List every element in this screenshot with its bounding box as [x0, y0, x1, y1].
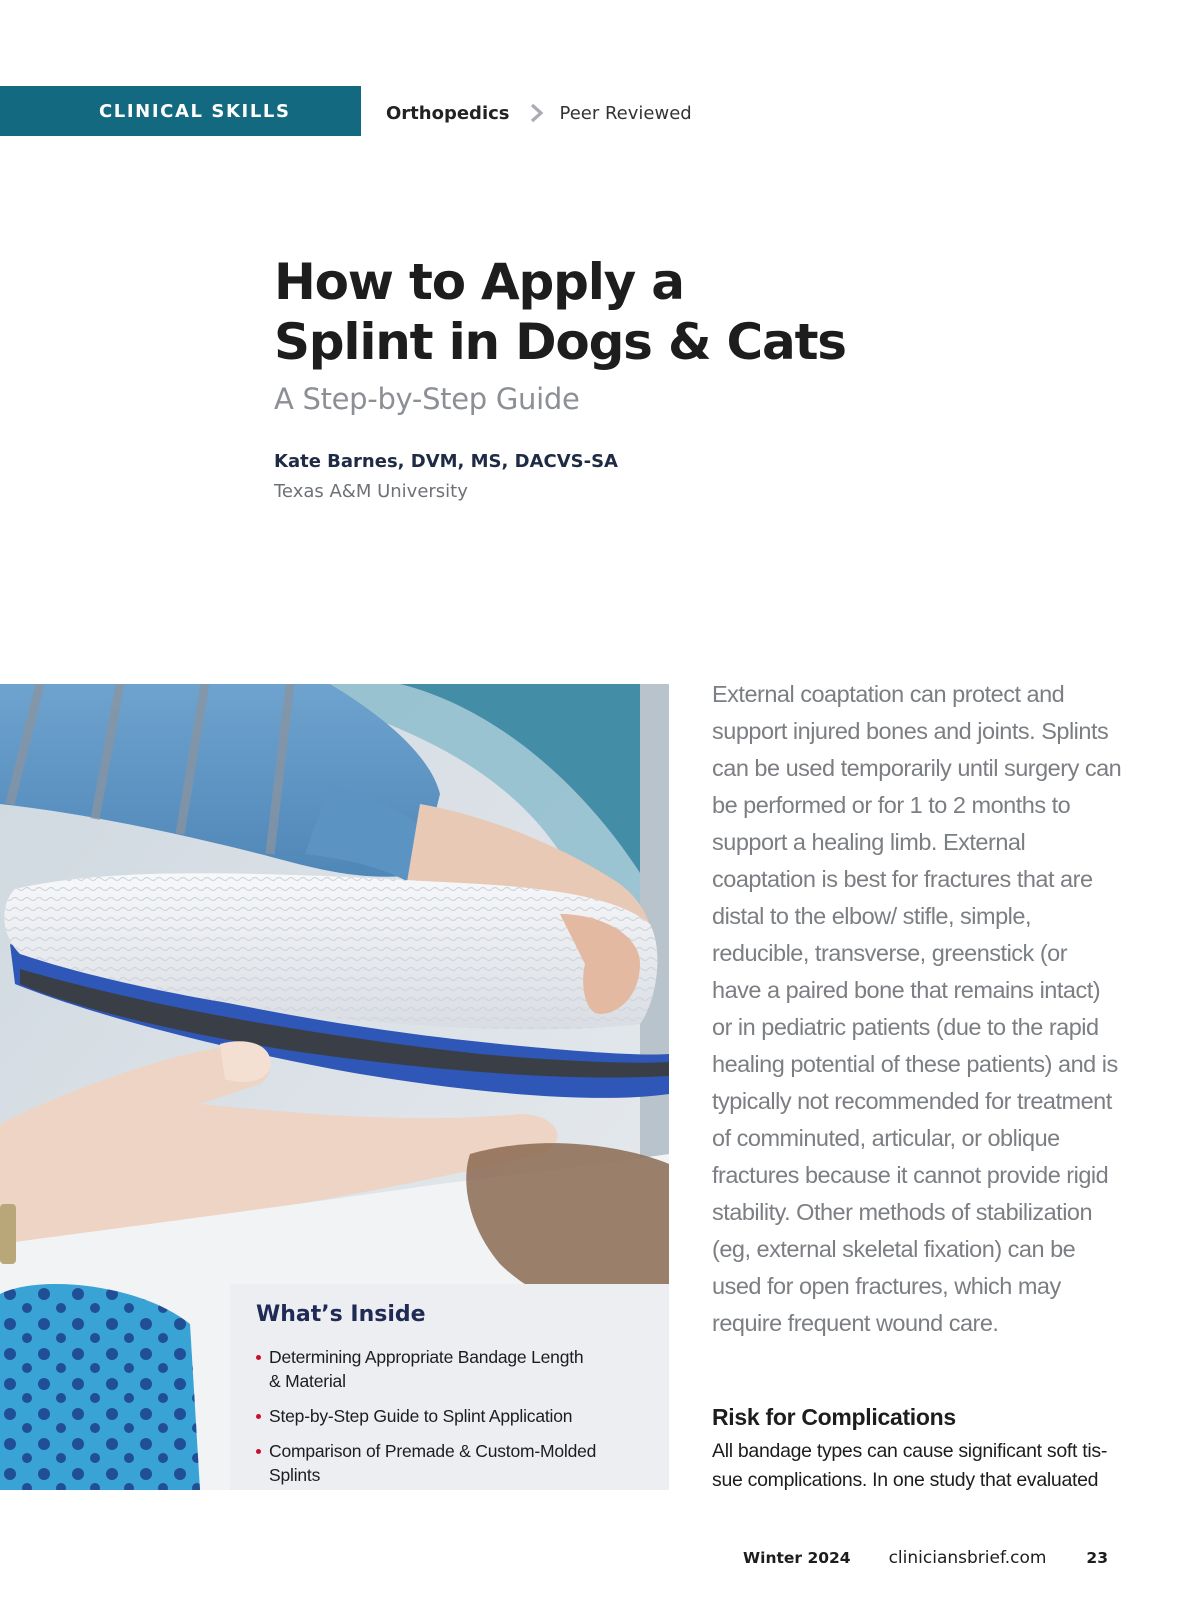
author-name: Kate Barnes, DVM, MS, DACVS-SA — [274, 451, 618, 472]
whats-inside-box — [230, 1284, 669, 1490]
article-title-line-2: Splint in Dogs & Cats — [274, 313, 846, 371]
page-footer — [743, 1548, 1108, 1568]
breadcrumb-peer-reviewed[interactable]: Peer Reviewed — [559, 102, 692, 124]
page-number: 23 — [1086, 1549, 1108, 1567]
article-title — [274, 252, 914, 372]
whats-inside-item[interactable]: Determining Appropriate Bandage Length & Material — [256, 1345, 596, 1393]
intro-paragraph: External coaptation can protect and support injured bones and joints. Splints can be used temporarily until surgery can be performed or for 1 to 2 months to support a healing limb. External coaptation is best for fractures that are distal to the elbow/ stifle, simple, reducible, transverse, greenstick (or have a paired bone that remains intact) or in pediatric patients (due to the rapid healing potential of these patients) and is typically not recommended for treatment of comminuted, articular, or oblique fractures because it cannot provide rigid stability. Other methods of stabilization (eg, external skeletal fixation) can be used for open fractures, which may require frequent wound care. — [712, 681, 1122, 1336]
section-band — [0, 86, 361, 136]
whats-inside-title: What’s Inside — [256, 1302, 426, 1327]
whats-inside-item[interactable]: Comparison of Premade & Custom-Molded Splints — [256, 1439, 649, 1487]
whats-inside-item[interactable]: Step-by-Step Guide to Splint Application — [256, 1404, 649, 1428]
chevron-right-icon — [526, 101, 548, 125]
breadcrumb — [386, 100, 692, 126]
footer-site[interactable]: cliniciansbrief.com — [888, 1548, 1047, 1568]
footer-issue: Winter 2024 — [743, 1549, 851, 1567]
section-label: CLINICAL SKILLS — [99, 100, 291, 122]
article-title-line-1: How to Apply a — [274, 253, 684, 311]
whats-inside-list — [256, 1345, 649, 1487]
article-subtitle: A Step-by-Step Guide — [274, 382, 580, 416]
risk-heading: Risk for Complications — [712, 1404, 956, 1430]
risk-paragraph: All bandage types can cause significant soft tis-sue complications. In one study that evaluated — [712, 1440, 1108, 1491]
author-affiliation: Texas A&M University — [274, 481, 468, 502]
breadcrumb-orthopedics[interactable]: Orthopedics — [386, 102, 510, 124]
